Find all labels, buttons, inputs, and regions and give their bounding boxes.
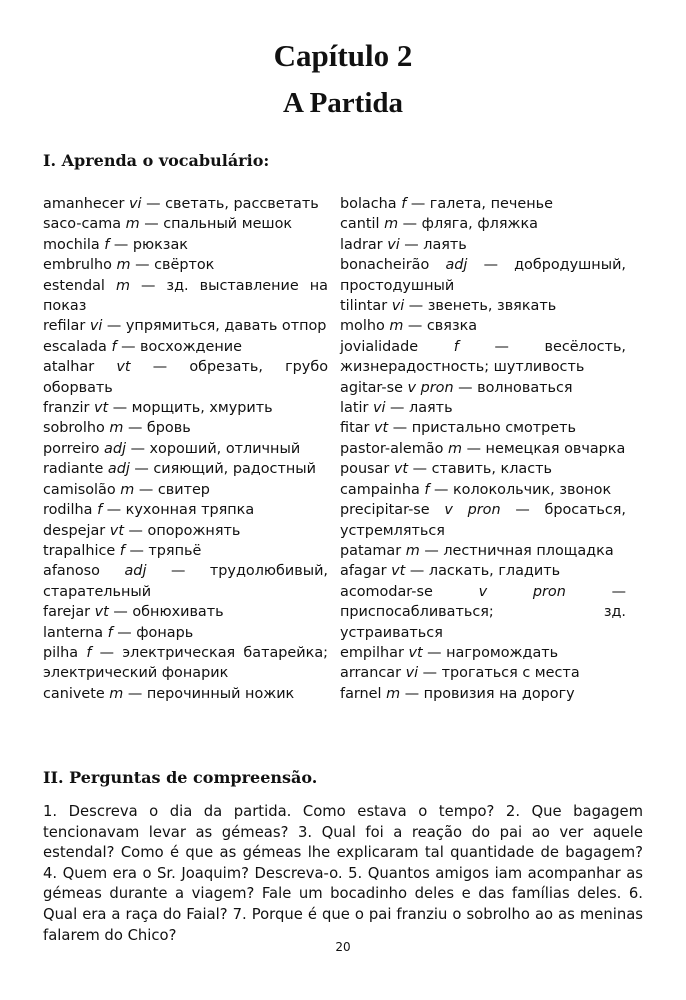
vocab-entry: camisolão m — свитер	[43, 481, 210, 498]
vocab-entry: embrulho m — свёрток	[43, 257, 215, 274]
vocab-entry: acomodar-se v pron — приспосабливаться; зд. устраиваться	[340, 583, 626, 641]
page-number: 20	[335, 940, 351, 954]
vocab-entry: jovialidade f — весёлость, жизнерадостность; шутливость	[340, 338, 626, 376]
vocab-entry: bonacheirão adj — добродушный, простодушный	[340, 257, 626, 294]
vocab-entry: farnel m — провизия на дорогу	[340, 685, 575, 702]
vocab-entry: agitar-se v pron — волноваться	[340, 379, 573, 396]
vocab-entry: atalhar vt — обрезать, грубо оборвать	[43, 359, 328, 396]
vocab-entry: afanoso adj — трудолюбивый, старательный	[43, 563, 329, 600]
comprehension-heading: II. Perguntas de compreensão.	[43, 768, 318, 787]
vocab-entry: bolacha f — галета, печенье	[340, 196, 553, 212]
vocab-entry: latir vi — лаять	[340, 400, 453, 417]
vocab-entry: arrancar vi — трогаться с места	[340, 665, 580, 682]
vocab-entry: franzir vt — морщить, хмурить	[43, 400, 273, 417]
vocab-entry: pastor-alemão m — немецкая овчарка	[340, 440, 626, 457]
vocab-entry: refilar vi — упрямиться, давать отпор	[43, 318, 327, 335]
vocab-entry: empilhar vt — нагромождать	[340, 644, 559, 661]
vocab-entry: farejar vt — обнюхивать	[43, 604, 224, 621]
vocabulary-heading: I. Aprenda o vocabulário:	[43, 151, 270, 170]
vocab-entry: rodilha f — кухонная тряпка	[43, 502, 255, 519]
vocab-entry: patamar m — лестничная площадка	[340, 542, 614, 559]
vocab-entry: campainha f — колокольчик, звонок	[340, 481, 612, 498]
chapter-subtitle: A Partida	[282, 87, 404, 119]
vocab-entry: estendal m — зд. выставление на показ	[43, 277, 328, 315]
vocab-entry: pousar vt — ставить, класть	[340, 461, 553, 478]
vocab-entry: tilintar vi — звенеть, звякать	[340, 298, 557, 315]
vocab-entry: escalada f — восхождение	[43, 338, 242, 355]
questions-paragraph: 1. Descreva o dia da partida. Como estava o tempo? 2. Que bagagem tencionavam levar as gémeas? 3. Qual foi a reação do pai ao ver aquele estendal? Como é que as gémeas lhe explicaram tal quantidade de bagagem? 4. Quem era o Sr. Joaquim? Descreva-o. 5. Quantos amigos iam acompanhar as gémeas durante a viagem? Fale um bocadinho deles e das famílias deles. 6. Qual era a raça do Faial? 7. Porque é que o pai franziu o sobrolho ao as meninas falarem do Chico?	[43, 803, 643, 944]
vocab-entry: precipitar-se v pron — бросаться, устремляться	[340, 502, 627, 539]
vocab-entry: fitar vt — пристально смотреть	[340, 420, 577, 437]
vocab-entry: despejar vt — опорожнять	[43, 522, 241, 539]
vocab-entry: lanterna f — фонарь	[43, 624, 194, 641]
vocab-entry: porreiro adj — хороший, отличный	[43, 440, 301, 457]
vocab-entry: trapalhice f — тряпьё	[43, 542, 202, 559]
vocab-entry: ladrar vi — лаять	[340, 236, 467, 253]
chapter-title: Capítulo 2	[273, 38, 413, 73]
vocab-entry: canivete m — перочинный ножик	[43, 685, 295, 702]
vocab-entry: cantil m — фляга, фляжка	[340, 216, 538, 233]
vocab-entry: saco-cama m — спальный мешок	[43, 216, 293, 233]
vocab-entry: afagar vt — ласкать, гладить	[340, 563, 561, 580]
vocab-entry: radiante adj — сияющий, радостный	[43, 461, 316, 478]
vocab-entry: sobrolho m — бровь	[43, 420, 191, 437]
vocab-entry: amanhecer vi — светать, рассветать	[43, 196, 319, 212]
vocab-list-right	[340, 194, 626, 704]
vocab-entry: mochila f — рюкзак	[43, 236, 188, 253]
vocab-entry: pilha f — электрическая батарейка; электрический фонарик	[43, 644, 329, 682]
vocab-entry: molho m — связка	[340, 318, 478, 335]
vocab-list-left	[43, 194, 328, 704]
